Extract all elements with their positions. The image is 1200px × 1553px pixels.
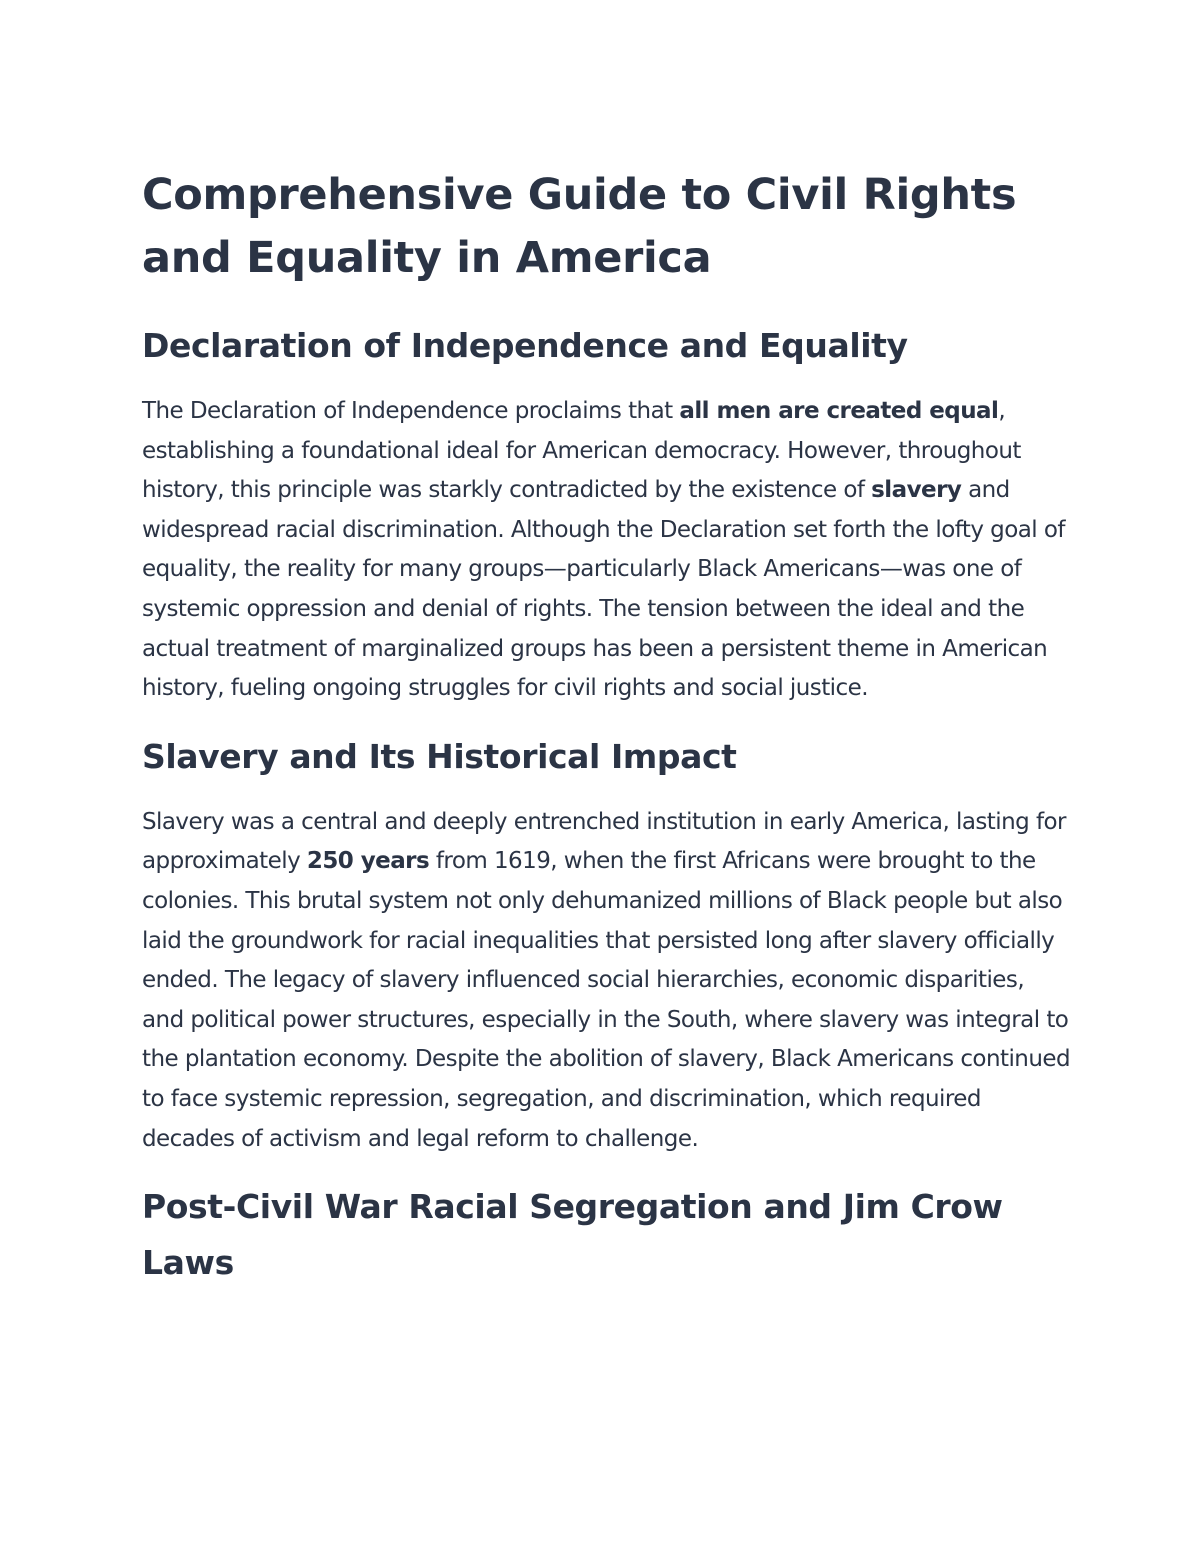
bold-text: 250 years (306, 848, 430, 875)
section-heading: Declaration of Independence and Equality (142, 326, 908, 365)
paragraph-text: The Declaration of Independence proclaims that (142, 398, 680, 424)
section-declaration (142, 318, 1072, 709)
bold-text: slavery (871, 477, 962, 504)
section-paragraph (142, 803, 1072, 1159)
document-title: Comprehensive Guide to Civil Rights and Equality in America (142, 170, 1017, 283)
paragraph-text: and widespread racial discrimination. Although the Declaration set forth the lofty goal of equality, the reality for many groups—particularly Black Americans—was one of systemic oppression and denial of rights. The tension between the ideal and the actual treatment of marginalized groups has been a persistent theme in American history, fueling ongoing struggles for civil rights and social justice. (142, 477, 1065, 702)
paragraph-text: from 1619, when the first Africans were brought to the colonies. This brutal system not only dehumanized millions of Black people but also laid the groundwork for racial inequalities that persisted long after slavery officially ended. The legacy of slavery influenced social hierarchies, economic disparities, and political power structures, especially in the South, where slavery was integral to the plantation economy. Despite the abolition of slavery, Black Americans continued to face systemic repression, segregation, and discrimination, which required decades of activism and legal reform to challenge. (142, 848, 1070, 1152)
paragraph-text: , establishing a foundational ideal for American democracy. However, throughout history, this principle was starkly contradicted by the existence of (142, 398, 1021, 504)
section-jim-crow (142, 1179, 1072, 1291)
paragraph-text: Slavery was a central and deeply entrenched institution in early America, lasting for approximately (142, 808, 1066, 875)
document-page (142, 164, 1072, 1309)
bold-text: all men are created equal (679, 398, 999, 424)
section-paragraph (142, 392, 1072, 709)
section-slavery (142, 729, 1072, 1159)
section-heading: Post-Civil War Racial Segregation and Jim Crow Laws (142, 1187, 1003, 1283)
section-heading: Slavery and Its Historical Impact (142, 736, 737, 776)
